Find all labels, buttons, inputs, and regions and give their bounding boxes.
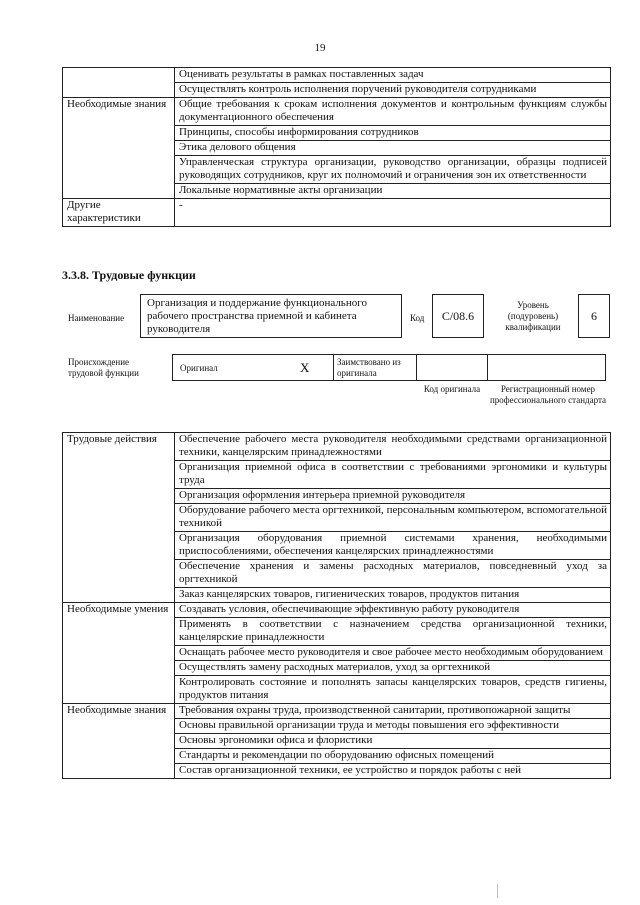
table-cell: Состав организационной техники, ее устройство и порядок работы с ней bbox=[175, 764, 611, 779]
level-value: 6 bbox=[591, 309, 597, 323]
function-name: Организация и поддержание функционального рабочего пространства приемной и кабинета руководителя bbox=[147, 297, 367, 335]
scan-artifact bbox=[497, 884, 498, 898]
level-label: Уровень (подуровень) квалификации bbox=[505, 300, 561, 332]
table-cell: Обеспечение хранения и замены расходных материалов, повседневный уход за оргтехникой bbox=[175, 560, 611, 588]
table-cell: Оснащать рабочее место руководителя и свое рабочее место необходимым оборудованием bbox=[175, 646, 611, 661]
row-label bbox=[63, 68, 175, 98]
table-cell: Требования охраны труда, производственной санитарии, противопожарной защиты bbox=[175, 704, 611, 719]
table-row bbox=[63, 603, 611, 618]
table-row bbox=[63, 433, 611, 461]
table-cell: Локальные нормативные акты организации bbox=[175, 184, 611, 199]
code-box bbox=[432, 294, 484, 338]
table-row bbox=[63, 98, 611, 126]
row-label: Другие характеристики bbox=[63, 199, 175, 227]
table-row bbox=[63, 704, 611, 719]
code-value: C/08.6 bbox=[441, 309, 475, 323]
table-cell: Организация приемной офиса в соответствии с требованиями эргономики и культуры труда bbox=[175, 461, 611, 489]
table-cell: Оборудование рабочего места оргтехникой, персональным компьютером, вспомогательной техникой bbox=[175, 504, 611, 532]
row-label: Необходимые знания bbox=[63, 704, 175, 779]
table-cell: Осуществлять контроль исполнения поручений руководителя сотрудниками bbox=[175, 83, 611, 98]
table-row bbox=[63, 68, 611, 83]
table-cell: Общие требования к срокам исполнения документов и контрольным функциям службы документационного обеспечения bbox=[175, 98, 611, 126]
page-number: 19 bbox=[314, 42, 326, 54]
table-cell: Контролировать состояние и пополнять запасы канцелярских товаров, средств гигиены, продуктов питания bbox=[175, 676, 611, 704]
origin-label: Происхождение трудовой функции bbox=[68, 357, 139, 378]
knowledge-table-top bbox=[62, 67, 611, 227]
table-cell: Оценивать результаты в рамках поставленных задач bbox=[175, 68, 611, 83]
original-mark: X bbox=[300, 360, 310, 375]
table-cell: - bbox=[175, 199, 611, 227]
row-label: Необходимые умения bbox=[63, 603, 175, 704]
caption-code-original: Код оригинала bbox=[423, 384, 481, 394]
level-box bbox=[578, 294, 610, 338]
table-cell: Осуществлять замену расходных материалов, уход за оргтехникой bbox=[175, 661, 611, 676]
table-cell: Стандарты и рекомендации по оборудованию офисных помещений bbox=[175, 749, 611, 764]
section-title: 3.3.8. Трудовые функции bbox=[62, 268, 196, 282]
table-cell: Заказ канцелярских товаров, гигиенических товаров, продуктов питания bbox=[175, 588, 611, 603]
table-cell: Обеспечение рабочего места руководителя необходимыми средствами организационной техники, канцелярским принадлежностями bbox=[175, 433, 611, 461]
table-cell: Управленческая структура организации, руководство организации, образцы подписей руководящих сотрудников, круг их полномочий и ограничения зон их ответственности bbox=[175, 156, 611, 184]
table-cell: Основы эргономики офиса и флористики bbox=[175, 734, 611, 749]
function-name-box bbox=[140, 294, 402, 338]
table-cell: Применять в соответствии с назначением средства организационной техники, канцелярские принадлежности bbox=[175, 618, 611, 646]
table-row bbox=[63, 199, 611, 227]
original-label: Оригинал bbox=[180, 363, 218, 373]
name-label: Наименование bbox=[68, 313, 125, 323]
table-cell: Организация оформления интерьера приемной руководителя bbox=[175, 489, 611, 504]
table-cell: Этика делового общения bbox=[175, 141, 611, 156]
code-label: Код bbox=[410, 313, 425, 323]
row-label: Необходимые знания bbox=[63, 98, 175, 199]
labor-function-table bbox=[62, 432, 611, 779]
table-cell: Основы правильной организации труда и методы повышения его эффективности bbox=[175, 719, 611, 734]
caption-registration: Регистрационный номер профессионального стандарта bbox=[489, 384, 607, 405]
borrowed-label: Заимствовано из оригинала bbox=[337, 357, 401, 378]
table-cell: Принципы, способы информирования сотрудников bbox=[175, 126, 611, 141]
table-cell: Создавать условия, обеспечивающие эффективную работу руководителя bbox=[175, 603, 611, 618]
code-original-cell bbox=[416, 354, 488, 381]
table-cell: Организация оборудования приемной системами хранения, необходимыми приспособлениями, обеспечения канцелярских принадлежностями bbox=[175, 532, 611, 560]
row-label: Трудовые действия bbox=[63, 433, 175, 603]
